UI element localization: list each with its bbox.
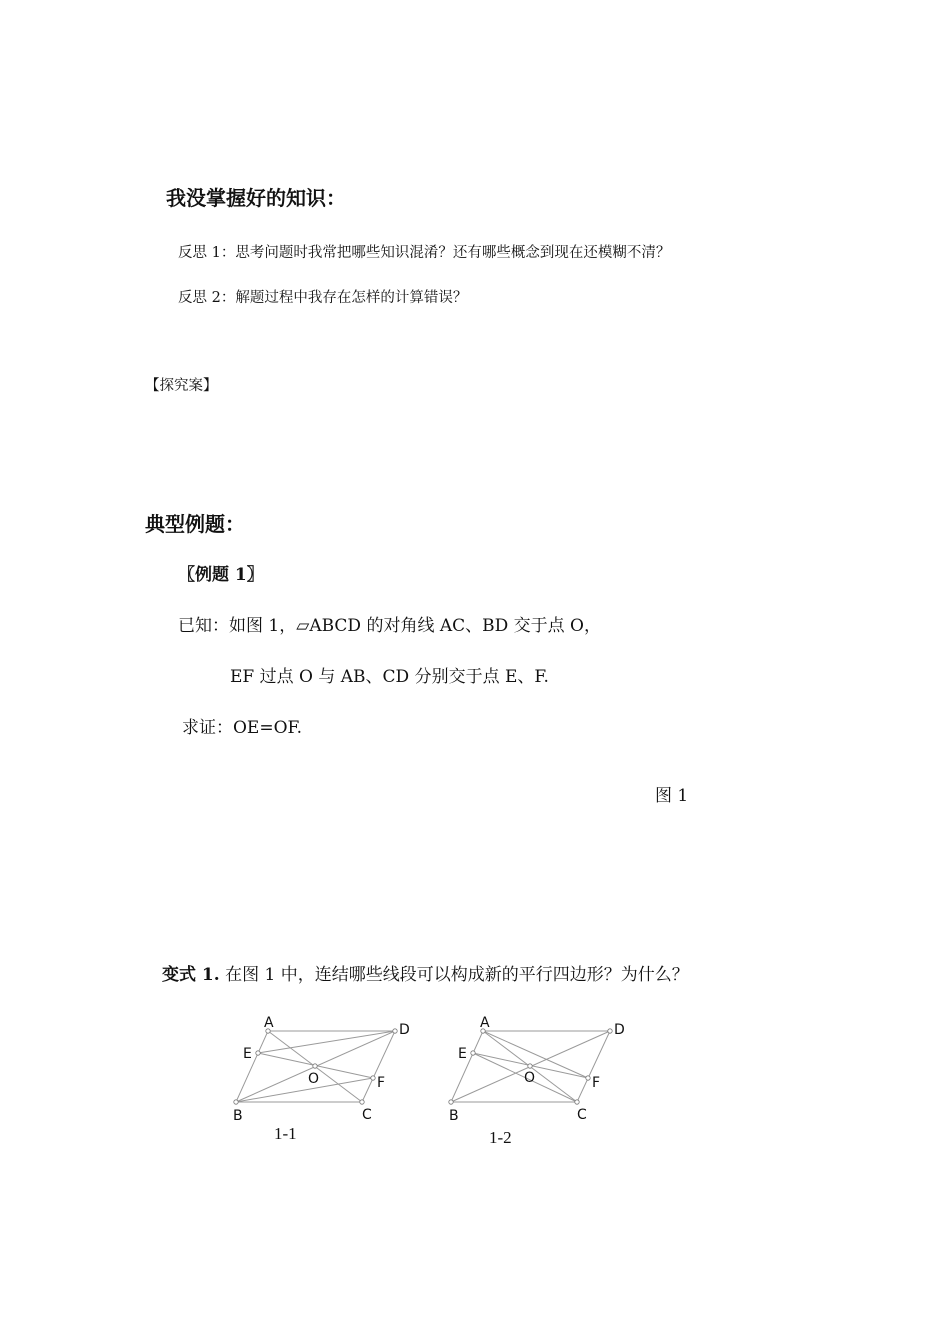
variant-1 bbox=[162, 960, 689, 985]
segment-ed bbox=[258, 1031, 395, 1053]
point-f bbox=[371, 1076, 375, 1080]
label-o: O bbox=[308, 1071, 320, 1087]
prove-statement: 求证：OE=OF. bbox=[182, 718, 303, 738]
example-1-label: 〖例题 1〗 bbox=[178, 565, 264, 585]
label-b: B bbox=[233, 1108, 243, 1124]
point-d bbox=[608, 1029, 612, 1033]
point-b bbox=[234, 1100, 238, 1104]
variant-1-text: 在图 1 中，连结哪些线段可以构成新的平行四边形？为什么？ bbox=[225, 965, 689, 985]
given-rest: ABCD 的对角线 AC、BD 交于点 O， bbox=[309, 616, 601, 636]
point-e bbox=[471, 1051, 475, 1055]
given-prefix: 已知：如图 1， bbox=[178, 616, 297, 636]
point-o bbox=[313, 1064, 317, 1068]
label-c: C bbox=[577, 1107, 587, 1123]
figure-1-caption: 图 1 bbox=[655, 786, 689, 806]
point-c bbox=[575, 1100, 579, 1104]
given-line-1 bbox=[178, 611, 601, 636]
point-b bbox=[449, 1100, 453, 1104]
label-d: D bbox=[399, 1022, 410, 1038]
label-o: O bbox=[524, 1070, 536, 1086]
examples-title: 典型例题： bbox=[145, 512, 245, 536]
figure-1-1-caption: 1-1 bbox=[274, 1124, 297, 1143]
label-b: B bbox=[449, 1108, 459, 1124]
point-e bbox=[256, 1051, 260, 1055]
figure-1-2-caption: 1-2 bbox=[489, 1128, 512, 1147]
label-d: D bbox=[614, 1022, 625, 1038]
weak-knowledge-title: 我没掌握好的知识： bbox=[166, 186, 346, 210]
point-o bbox=[528, 1064, 532, 1068]
reflection-2: 反思 2：解题过程中我存在怎样的计算错误？ bbox=[178, 290, 468, 306]
figure-1-2 bbox=[440, 1010, 640, 1150]
label-a: A bbox=[480, 1015, 490, 1031]
label-e: E bbox=[458, 1046, 467, 1062]
segment-bf bbox=[236, 1078, 373, 1102]
label-e: E bbox=[243, 1046, 252, 1062]
label-f: F bbox=[377, 1075, 386, 1091]
point-c bbox=[360, 1100, 364, 1104]
point-f bbox=[586, 1076, 590, 1080]
reflection-1: 反思 1：思考问题时我常把哪些知识混淆？还有哪些概念到现在还模糊不清？ bbox=[178, 245, 671, 261]
label-f: F bbox=[592, 1075, 601, 1091]
figure-1-1 bbox=[225, 1010, 425, 1150]
label-c: C bbox=[362, 1107, 372, 1123]
given-line-2: EF 过点 O 与 AB、CD 分别交于点 E、F. bbox=[230, 667, 549, 687]
explore-label: 【探究案】 bbox=[145, 378, 218, 394]
point-d bbox=[393, 1029, 397, 1033]
parallelogram-symbol: ▱ bbox=[296, 616, 310, 636]
label-a: A bbox=[264, 1015, 274, 1031]
variant-1-label: 变式 1. bbox=[162, 965, 220, 985]
